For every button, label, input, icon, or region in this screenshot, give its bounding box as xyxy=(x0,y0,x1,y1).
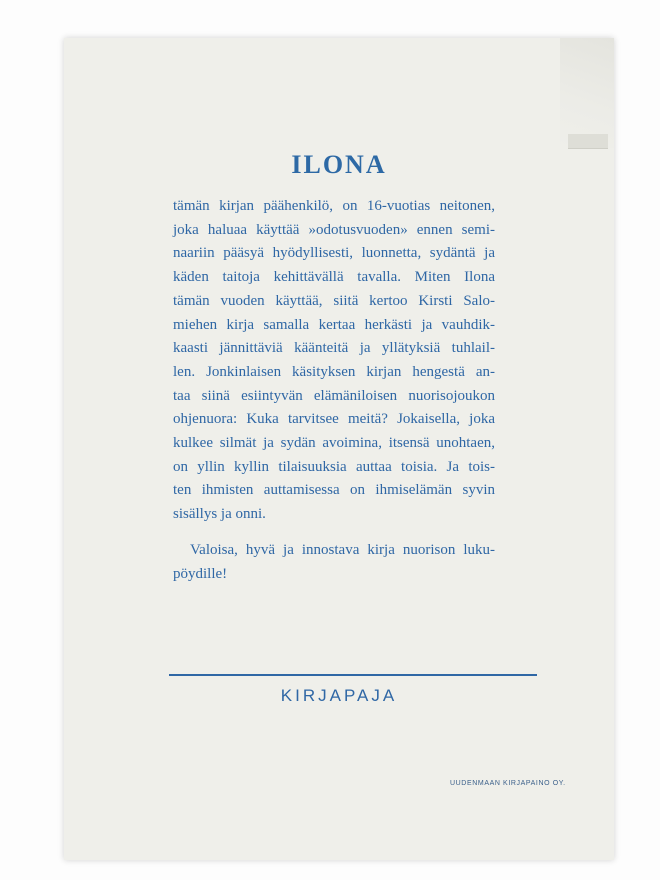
blurb-line: ohjenuora: Kuka tarvitsee meitä? Jokaisella, joka xyxy=(173,411,495,428)
book-back-cover xyxy=(64,38,614,860)
blurb-line: on yllin kyllin tilaisuuksia auttaa toisia. Ja tois- xyxy=(173,458,495,475)
blurb-line: len. Jonkinlaisen käsityksen kirjan hengestä an- xyxy=(173,363,495,380)
printer-imprint: UUDENMAAN KIRJAPAINO OY. xyxy=(450,780,566,787)
worn-corner xyxy=(560,38,614,148)
blurb-line: kulkee silmät ja sydän avoimina, itsensä unohtaen, xyxy=(173,435,495,452)
divider-rule xyxy=(169,674,537,676)
blurb-line: käden taitoja kehittävällä tavalla. Miten Ilona xyxy=(173,269,495,286)
corner-fold xyxy=(568,134,608,149)
blurb-line: joka haluaa käyttää »odotusvuoden» ennen semi- xyxy=(173,221,495,238)
closing-line: pöydille! xyxy=(173,565,228,582)
book-title: ILONA xyxy=(291,150,387,179)
blurb-line: tämän vuoden käyttää, siitä kertoo Kirsti Salo- xyxy=(173,292,495,309)
closing-line: Valoisa, hyvä ja innostava kirja nuorison luku- xyxy=(190,541,495,558)
blurb-line: naariin pääsyä hyödyllisesti, luonnetta, sydäntä ja xyxy=(173,245,495,262)
blurb-line: ten ihmisten auttamisessa on ihmiselämän syvin xyxy=(173,482,495,499)
blurb-line: miehen kirja samalla kertaa herkästi ja vauhdik- xyxy=(173,316,495,333)
blurb-text xyxy=(173,195,495,586)
blurb-line: tämän kirjan päähenkilö, on 16-vuotias neitonen, xyxy=(173,198,495,214)
blurb-line: sisällys ja onni. xyxy=(173,506,266,523)
blurb-line: kaasti jännittäviä käänteitä ja yllätyksiä tuhlail- xyxy=(173,340,495,357)
blurb-line: taa siinä esiintyvän elämäniloisen nuorisojoukon xyxy=(173,387,495,404)
publisher-name: KIRJAPAJA xyxy=(280,686,398,705)
